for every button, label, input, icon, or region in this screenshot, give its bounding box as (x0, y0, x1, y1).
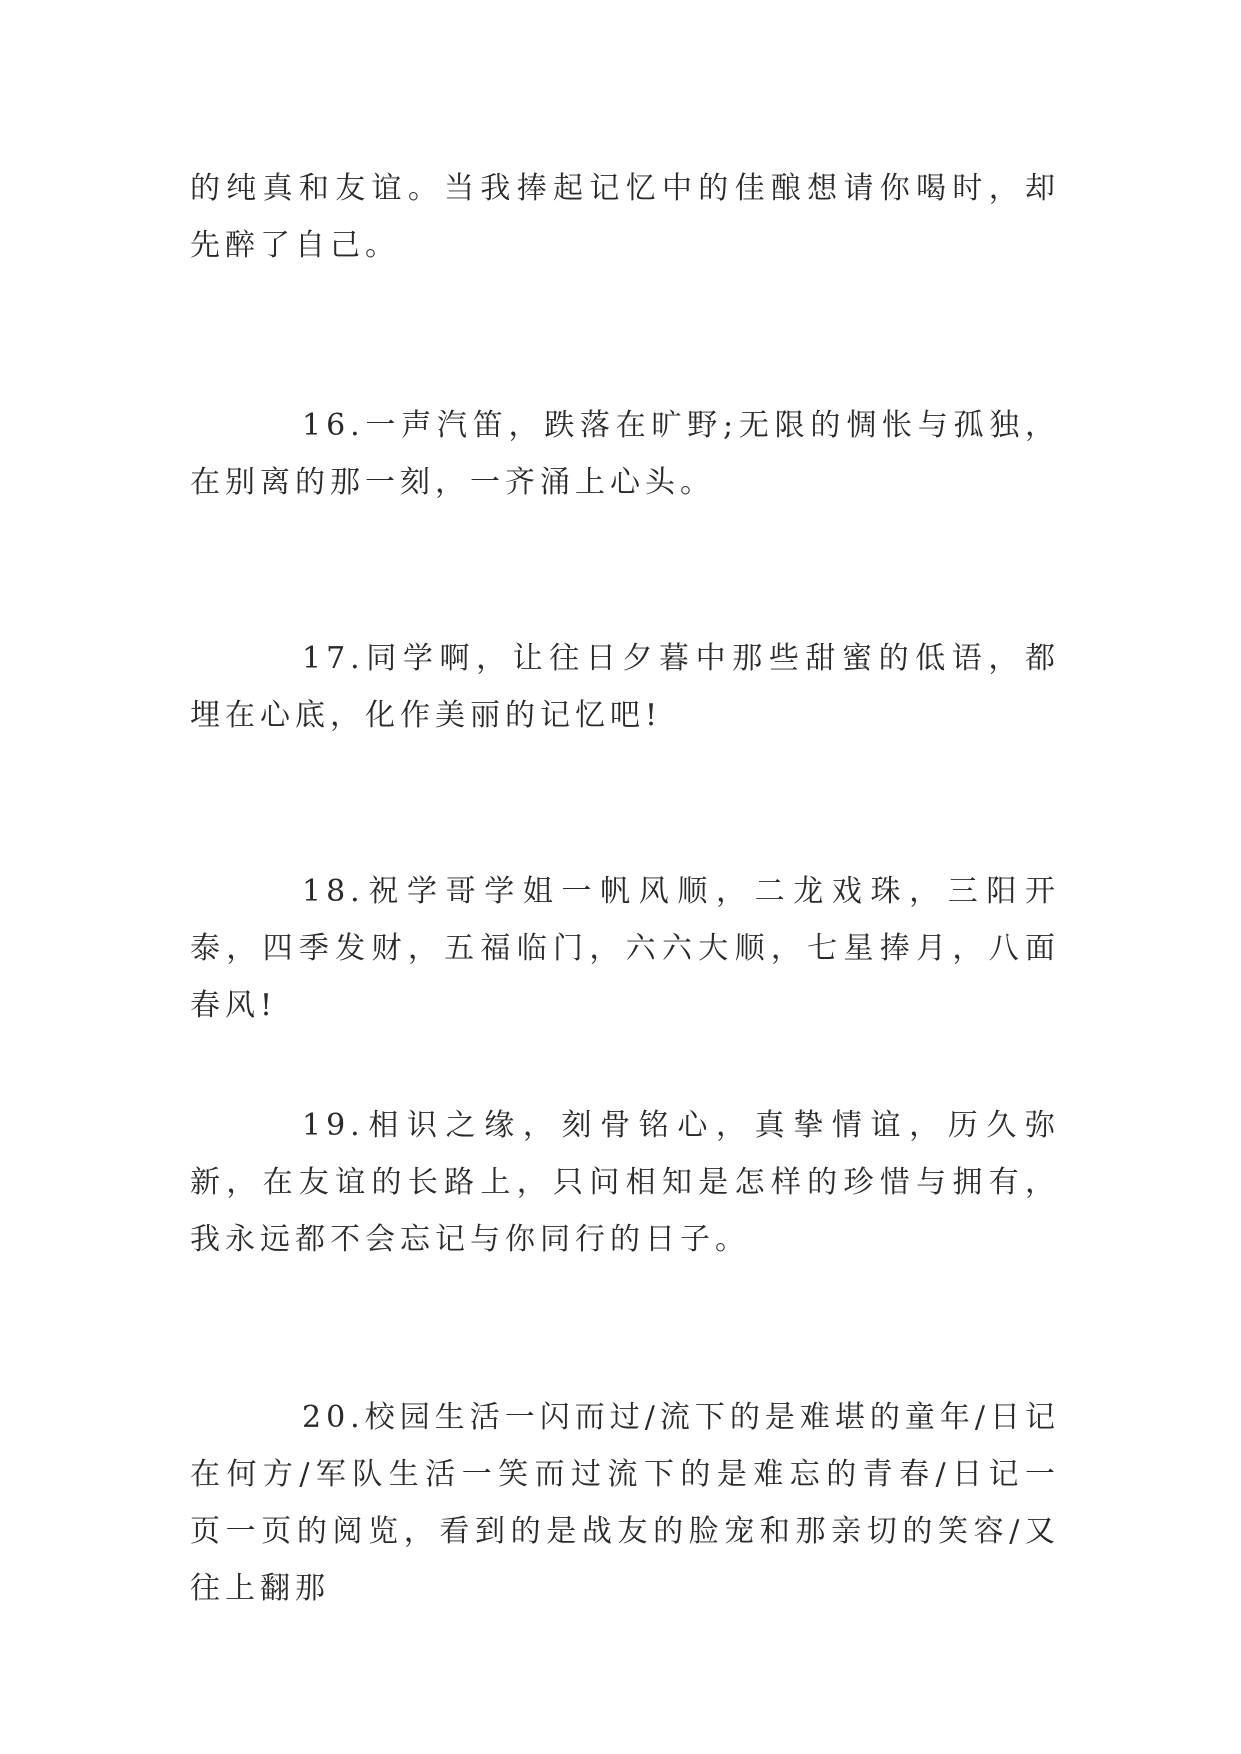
paragraph-item-16: 16.一声汽笛，跌落在旷野;无限的惆怅与孤独，在别离的那一刻，一齐涌上心头。 (190, 408, 1060, 500)
paragraph-item-17: 17.同学啊，让往日夕暮中那些甜蜜的低语，都埋在心底，化作美丽的记忆吧! (190, 641, 1060, 733)
paragraph-item-18: 18.祝学哥学姐一帆风顺，二龙戏珠，三阳开泰，四季发财，五福临门，六六大顺，七星捧月，八面春风! (190, 874, 1060, 1023)
paragraph-continuation: 的纯真和友谊。当我捧起记忆中的佳酿想请你喝时，却先醉了自己。 (190, 171, 1060, 263)
paragraph-item-19: 19.相识之缘，刻骨铭心，真挚情谊，历久弥新，在友谊的长路上，只问相知是怎样的珍惜与拥有，我永远都不会忘记与你同行的日子。 (190, 1108, 1060, 1257)
paragraph-item-20: 20.校园生活一闪而过/流下的是难堪的童年/日记在何方/军队生活一笑而过流下的是难忘的青春/日记一页一页的阅览，看到的是战友的脸宠和那亲切的笑容/又往上翻那 (190, 1400, 1060, 1606)
